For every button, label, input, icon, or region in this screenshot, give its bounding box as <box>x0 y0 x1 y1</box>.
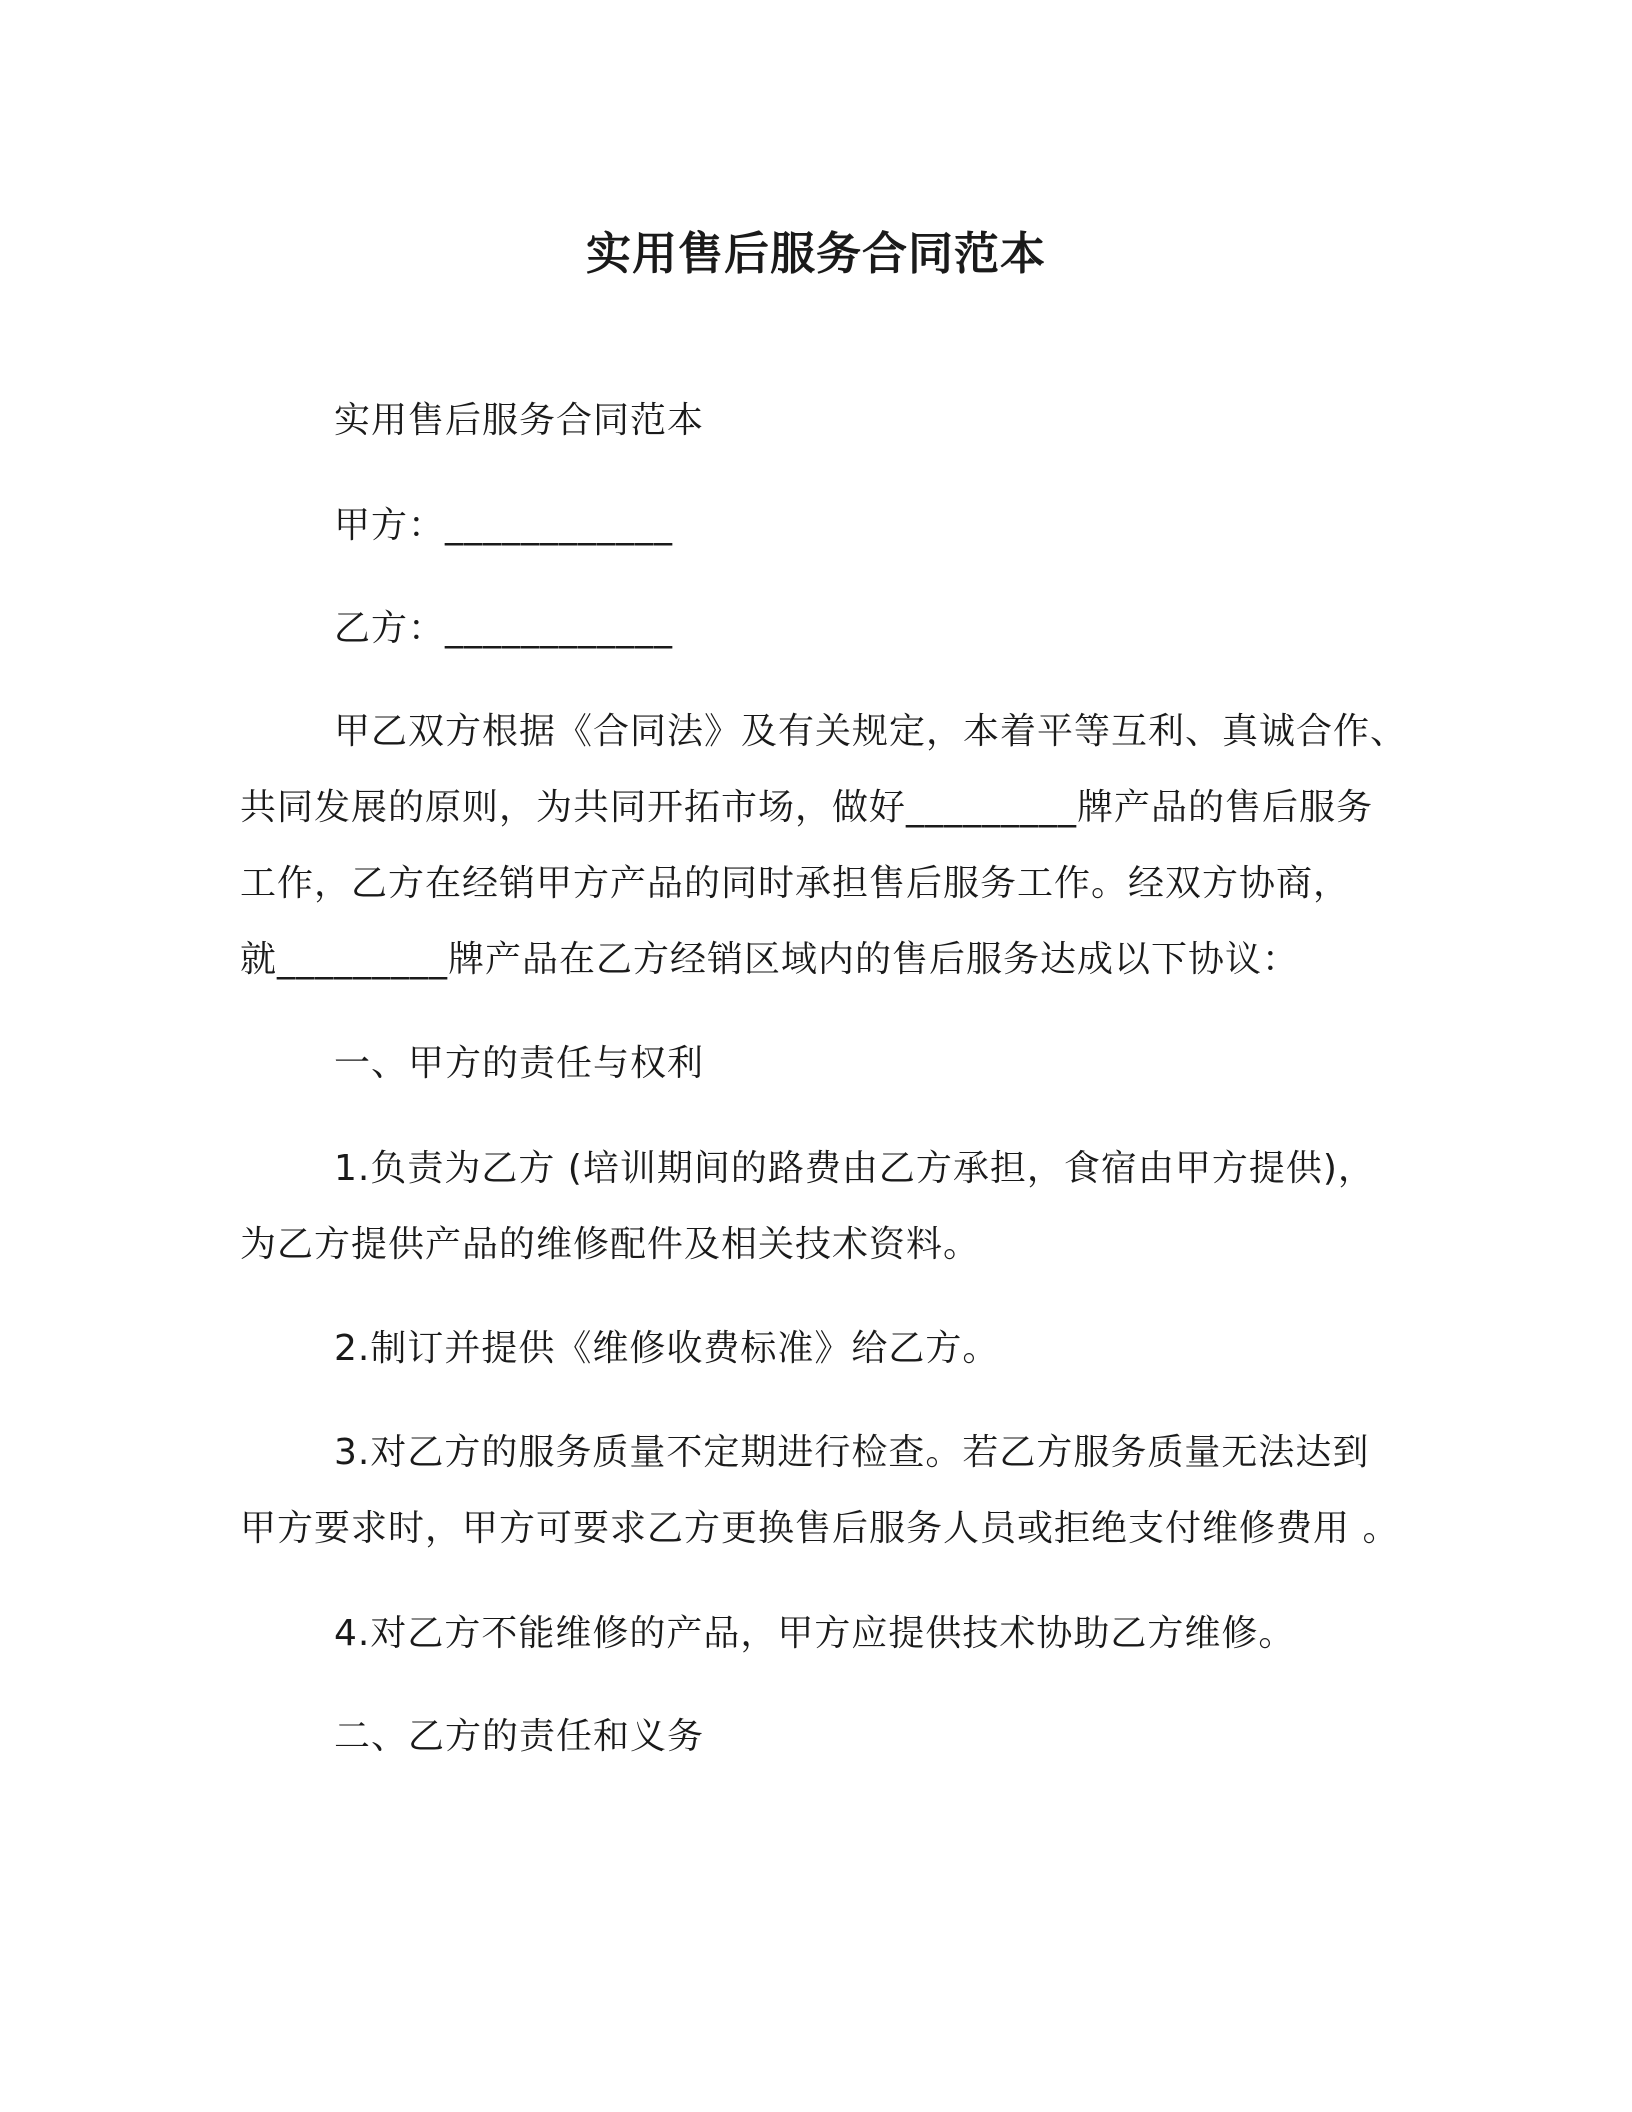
intro-line-3: 工作，乙方在经销甲方产品的同时承担售后服务工作。经双方协商， <box>240 863 1351 904</box>
clause-3-line-2: 甲方要求时，甲方可要求乙方更换售后服务人员或拒绝支付维修费用 。 <box>240 1508 1400 1549</box>
section-2-heading: 二、乙方的责任和义务 <box>334 1716 705 1757</box>
intro-line-4: 就_________牌产品在乙方经销区域内的售后服务达成以下协议： <box>240 939 1300 980</box>
section-1-heading: 一、甲方的责任与权利 <box>334 1043 705 1084</box>
intro-line-2: 共同发展的原则，为共同开拓市场，做好_________牌产品的售后服务 <box>240 787 1374 828</box>
party-b-line: 乙方：____________ <box>334 608 674 649</box>
intro-line-1: 甲乙双方根据《合同法》及有关规定，本着平等互利、真诚合作、 <box>334 711 1408 752</box>
clause-1-line-2: 为乙方提供产品的维修配件及相关技术资料。 <box>240 1224 981 1265</box>
clause-4: 4.对乙方不能维修的产品，甲方应提供技术协助乙方维修。 <box>334 1613 1296 1654</box>
party-a-line: 甲方：____________ <box>334 505 674 546</box>
clause-3-line-1: 3.对乙方的服务质量不定期进行检查。若乙方服务质量无法达到 <box>334 1432 1370 1473</box>
clause-1-line-1: 1.负责为乙方 (培训期间的路费由乙方承担，食宿由甲方提供)， <box>334 1148 1375 1189</box>
clause-2: 2.制订并提供《维修收费标准》给乙方。 <box>334 1328 1000 1369</box>
document-title: 实用售后服务合同范本 <box>585 227 1046 280</box>
subtitle: 实用售后服务合同范本 <box>334 400 705 441</box>
